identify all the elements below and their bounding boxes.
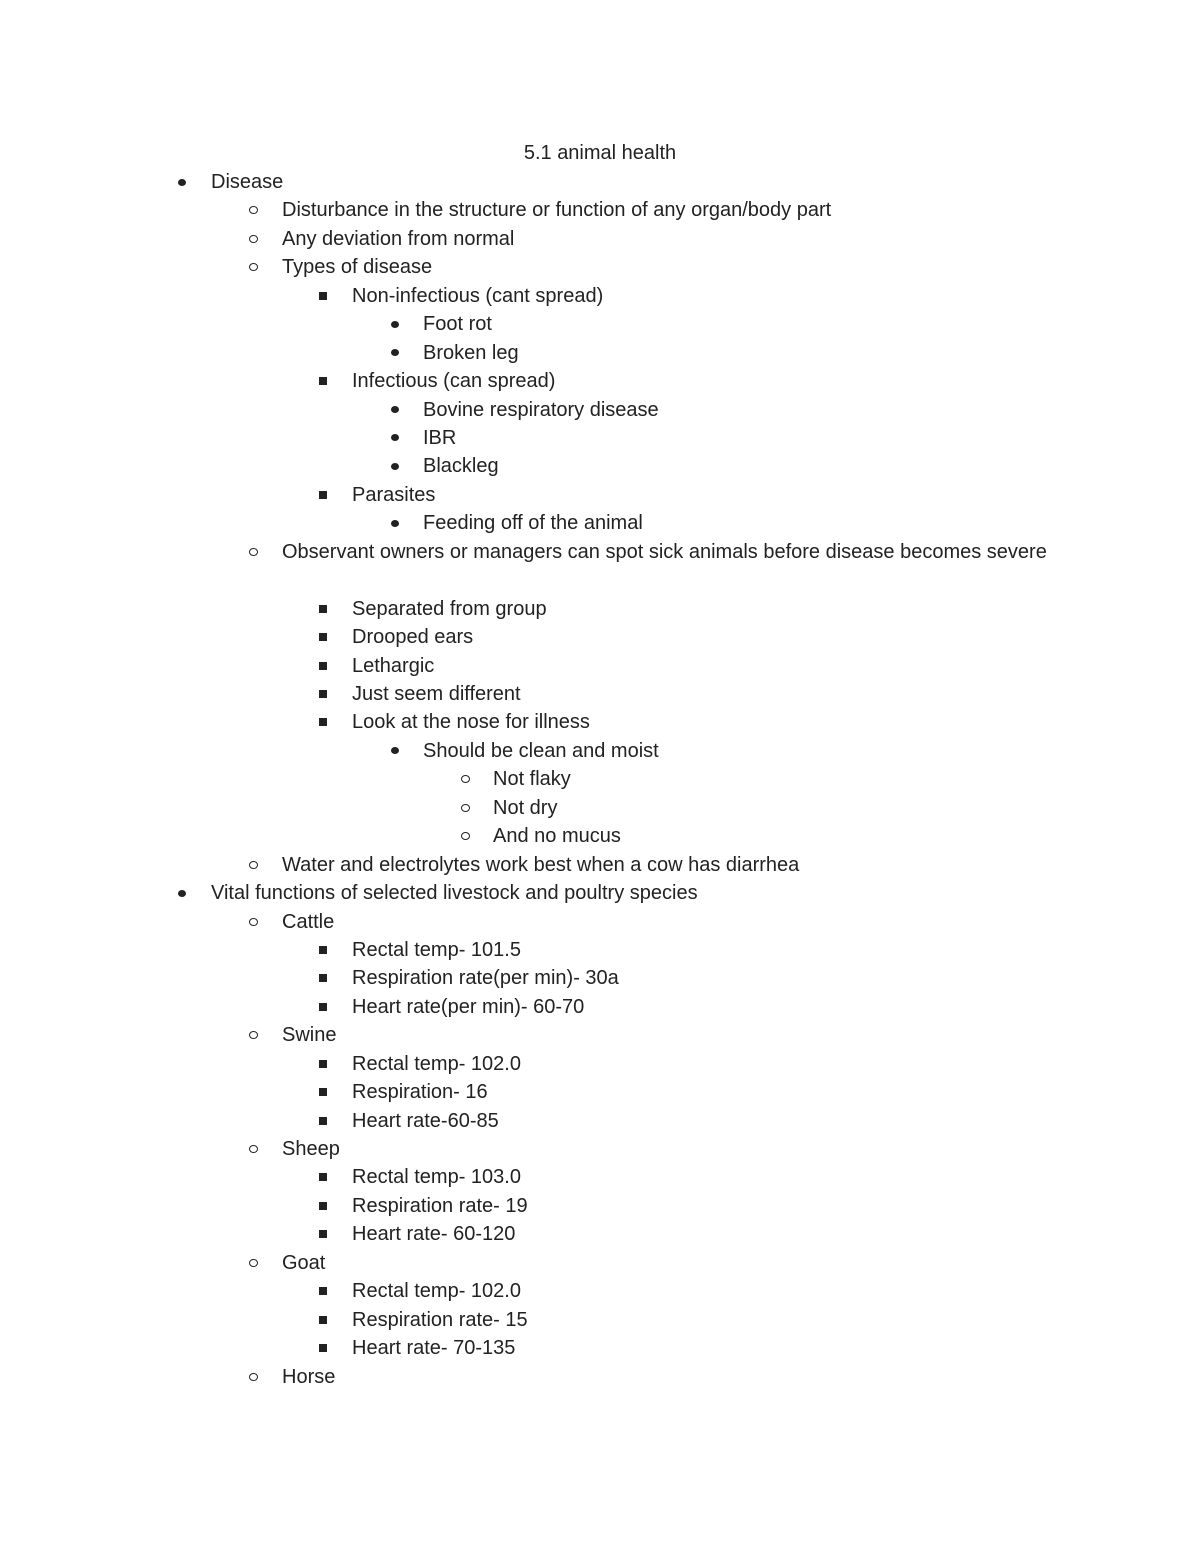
list-item-text: Respiration rate- 19 [352, 1194, 528, 1217]
list-item [0, 908, 1200, 936]
list-item-text: Just seem different [352, 683, 521, 705]
list-item-text: Feeding off of the animal [423, 512, 643, 535]
list-item [0, 168, 1200, 196]
list-item [0, 339, 1200, 367]
list-item-text: Rectal temp- 101.5 [352, 938, 521, 961]
list-item [0, 936, 1200, 964]
list-item-text: Lethargic [352, 654, 435, 677]
list-item [0, 1192, 1200, 1220]
circle-bullet-icon [249, 861, 258, 869]
square-bullet-icon [319, 690, 327, 698]
list-item-text: Non-infectious (cant spread) [352, 284, 604, 307]
list-item [0, 964, 1200, 992]
list-item [0, 396, 1200, 424]
list-item [0, 851, 1200, 879]
disc-bullet-icon [391, 434, 399, 441]
list-item-text: Any deviation from normal [282, 227, 515, 250]
circle-bullet-icon [249, 918, 258, 926]
list-item [0, 481, 1200, 509]
list-item-text: Blackleg [423, 455, 499, 478]
list-item [0, 1107, 1200, 1135]
list-item [0, 680, 1200, 708]
square-bullet-icon [319, 946, 327, 954]
square-bullet-icon [319, 633, 327, 641]
list-item [0, 708, 1200, 736]
list-item [0, 993, 1200, 1021]
list-item [0, 1249, 1200, 1277]
list-item-text: Foot rot [423, 313, 492, 336]
list-item-text: Broken leg [423, 341, 519, 364]
list-item [0, 652, 1200, 680]
list-item-text: And no mucus [493, 825, 621, 848]
circle-bullet-icon [249, 235, 258, 243]
list-item [0, 1220, 1200, 1248]
list-item-text: Water and electrolytes work best when a cow has diarrhea [282, 853, 800, 876]
list-item [0, 509, 1200, 537]
list-item [0, 1135, 1200, 1163]
list-item [0, 1334, 1200, 1362]
list-item [0, 424, 1200, 452]
circle-bullet-icon [461, 832, 470, 840]
list-item-text: Heart rate-60-85 [352, 1109, 499, 1132]
list-item [0, 623, 1200, 651]
list-item-text: Drooped ears [352, 626, 474, 649]
square-bullet-icon [319, 662, 327, 670]
list-item-text: Disturbance in the structure or function of any organ/body part [282, 199, 832, 222]
list-item [0, 822, 1200, 850]
list-item-text: Rectal temp- 103.0 [352, 1166, 521, 1189]
list-item-text: Not dry [493, 796, 558, 819]
list-item-text: Heart rate- 70-135 [352, 1337, 516, 1360]
square-bullet-icon [319, 491, 327, 499]
circle-bullet-icon [249, 1145, 258, 1153]
list-item-text: Respiration- 16 [352, 1081, 488, 1104]
square-bullet-icon [319, 974, 327, 982]
list-item-text: Parasites [352, 483, 436, 506]
square-bullet-icon [319, 718, 327, 726]
list-item-text: Bovine respiratory disease [423, 398, 659, 421]
square-bullet-icon [319, 1230, 327, 1238]
disc-bullet-icon [391, 520, 399, 527]
list-item [0, 225, 1200, 253]
square-bullet-icon [319, 292, 327, 300]
list-item-text: Respiration rate- 15 [352, 1308, 528, 1331]
list-item [0, 737, 1200, 765]
bullet-list [0, 168, 1200, 1391]
list-item-text: Rectal temp- 102.0 [352, 1052, 521, 1075]
list-item [0, 1163, 1200, 1191]
list-item [0, 879, 1200, 907]
disc-bullet-icon [391, 463, 399, 470]
list-item-text: Separated from group [352, 597, 547, 620]
list-item-text: Goat [282, 1251, 326, 1274]
list-item [0, 282, 1200, 310]
circle-bullet-icon [249, 1259, 258, 1267]
list-item [0, 1021, 1200, 1049]
square-bullet-icon [319, 605, 327, 613]
square-bullet-icon [319, 1088, 327, 1096]
square-bullet-icon [319, 1060, 327, 1068]
square-bullet-icon [319, 1202, 327, 1210]
square-bullet-icon [319, 1316, 327, 1324]
list-item-text: Rectal temp- 102.0 [352, 1280, 521, 1303]
list-item [0, 310, 1200, 338]
circle-bullet-icon [461, 775, 470, 783]
list-item [0, 452, 1200, 480]
square-bullet-icon [319, 377, 327, 385]
circle-bullet-icon [249, 1373, 258, 1381]
list-item [0, 1277, 1200, 1305]
list-item-text: Should be clean and moist [423, 739, 659, 762]
circle-bullet-icon [461, 804, 470, 812]
square-bullet-icon [319, 1117, 327, 1125]
disc-bullet-icon [178, 179, 186, 186]
list-item-text: Sheep [282, 1138, 340, 1160]
list-item-text: Swine [282, 1024, 337, 1047]
circle-bullet-icon [249, 548, 258, 556]
list-item-text: Look at the nose for illness [352, 711, 590, 734]
square-bullet-icon [319, 1344, 327, 1352]
square-bullet-icon [319, 1287, 327, 1295]
list-item-text: Disease [211, 171, 284, 193]
list-item-text: Observant owners or managers can spot sick animals before disease becomes severe [282, 540, 1047, 563]
list-item-text: Infectious (can spread) [352, 370, 556, 393]
list-item-text: Heart rate(per min)- 60-70 [352, 995, 585, 1018]
list-item [0, 794, 1200, 822]
square-bullet-icon [319, 1003, 327, 1011]
list-item-text: Respiration rate(per min)- 30a [352, 967, 619, 990]
list-item [0, 1050, 1200, 1078]
circle-bullet-icon [249, 263, 258, 271]
list-item [0, 253, 1200, 281]
list-item [0, 765, 1200, 793]
list-item [0, 538, 1200, 595]
list-item-text: Horse [282, 1365, 336, 1388]
circle-bullet-icon [249, 1031, 258, 1039]
square-bullet-icon [319, 1173, 327, 1181]
list-item [0, 367, 1200, 395]
circle-bullet-icon [249, 206, 258, 214]
disc-bullet-icon [391, 349, 399, 356]
list-item-text: Heart rate- 60-120 [352, 1223, 516, 1246]
list-item [0, 595, 1200, 623]
list-item-text: IBR [423, 426, 457, 449]
list-item-text: Cattle [282, 910, 335, 933]
disc-bullet-icon [391, 321, 399, 328]
list-item [0, 1363, 1200, 1391]
list-item [0, 1306, 1200, 1334]
disc-bullet-icon [391, 406, 399, 413]
disc-bullet-icon [178, 890, 186, 897]
list-item-text: Vital functions of selected livestock and poultry species [211, 882, 698, 905]
list-item [0, 1078, 1200, 1106]
list-item [0, 196, 1200, 224]
document-title: 5.1 animal health [523, 142, 677, 164]
list-item-text: Not flaky [493, 768, 571, 791]
disc-bullet-icon [391, 747, 399, 754]
list-item-text: Types of disease [282, 256, 433, 279]
